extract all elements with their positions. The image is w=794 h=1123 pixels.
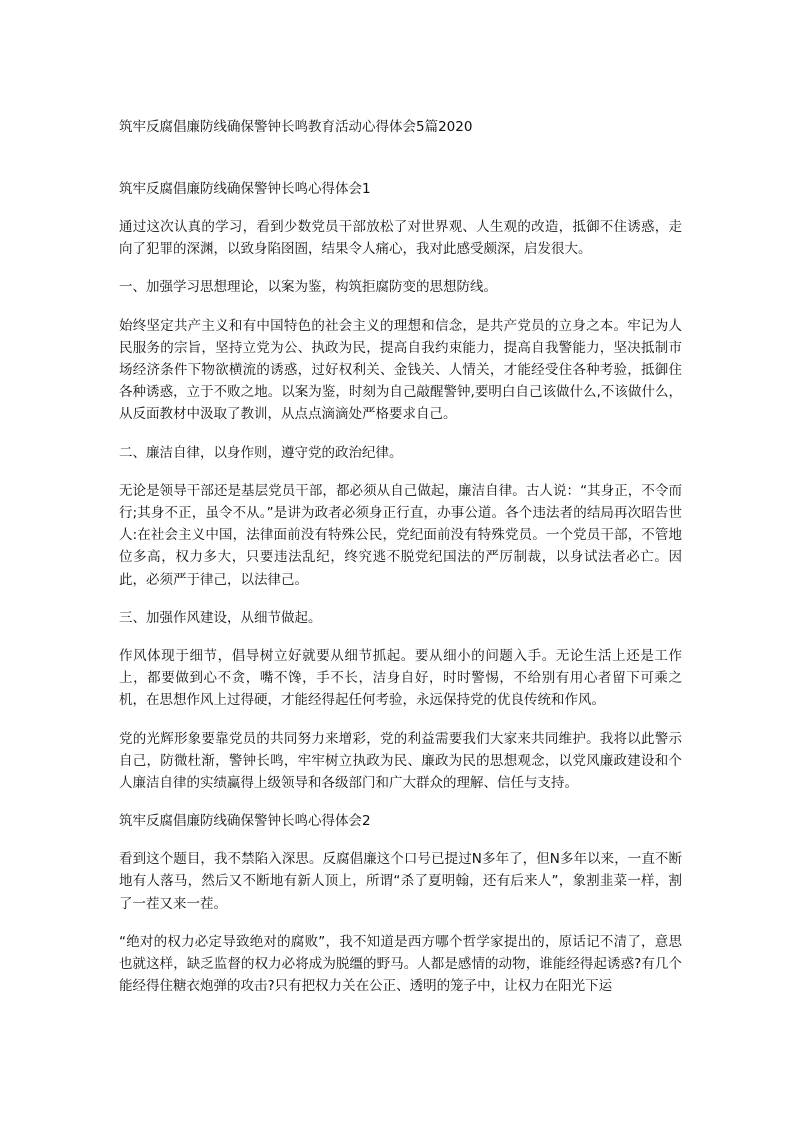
paragraph: 始终坚定共产主义和有中国特色的社会主义的理想和信念，是共产党员的立身之本。牢记为人民服务的宗旨，坚持立党为公、执政为民，提高自我约束能力，提高自我警能力，坚决抵制市场经济条件下物欲横流的诱惑，过好权利关、金钱关、人情关，才能经受住各种考验，抵御住各种诱惑，立于不败之地。以案为鉴，时刻为自己敲醒警钟,要明白自己该做什么,不该做什么，从反面教材中汲取了教训，从点点滴滴处严格要求自己。: [119, 317, 682, 423]
paragraph: 通过这次认真的学习，看到少数党员干部放松了对世界观、人生观的改造，抵御不住诱惑，走向了犯罪的深渊，以致身陷囹圄，结果令人痛心，我对此感受颇深，启发很大。: [119, 219, 682, 258]
paragraph: “绝对的权力必定导致绝对的腐败”，我不知道是西方哪个哲学家提出的，原话记不清了，意思也就这样，缺乏监督的权力必将成为脱缰的野马。人都是感情的动物，谁能经得起诱惑?有几个能经得住糖衣炮弹的攻击?只有把权力关在公正、透明的笼子中，让权力在阳光下运: [119, 933, 682, 995]
subheading: 三、加强作风建设，从细节做起。: [119, 609, 322, 626]
document-body: [119, 116, 682, 1013]
paragraph: 作风体现于细节，倡导树立好就要从细节抓起。要从细小的问题入手。无论生活上还是工作上，都要做到心不贪，嘴不馋，手不长，洁身自好，时时警惕，不给别有用心者留下可乘之机，在思想作风上过得硬，才能经得起任何考验，永远保持党的优良传统和作风。: [119, 648, 682, 709]
section-title-2: 筑牢反腐倡廉防线确保警钟长鸣心得体会2: [119, 813, 371, 830]
subheading: 一、加强学习思想理论，以案为鉴，构筑拒腐防变的思想防线。: [119, 279, 497, 296]
paragraph: 看到这个题目，我不禁陷入深思。反腐倡廉这个口号已提过N多年了，但N多年以来，一直不断地有人落马，然后又不断地有新人顶上，所谓“杀了夏明翰，还有后来人”，象割韭菜一样，割了一茬又来一茬。: [119, 851, 682, 912]
subheading: 二、廉洁自律，以身作则，遵守党的政治纪律。: [119, 444, 403, 461]
section-title-1: 筑牢反腐倡廉防线确保警钟长鸣心得体会1: [119, 181, 371, 197]
paragraph: 党的光辉形象要靠党员的共同努力来增彩，党的利益需要我们大家来共同维护。我将以此警示自己，防微杜渐，警钟长鸣，牢牢树立执政为民、廉政为民的思想观念，以党风廉政建设和个人廉洁自律的实绩赢得上级领导和各级部门和广大群众的理解、信任与支持。: [119, 730, 682, 792]
paragraph: 无论是领导干部还是基层党员干部，都必须从自己做起，廉洁自律。古人说：“其身正，不令而行;其身不正，虽令不从。”是讲为政者必须身正行直，办事公道。各个违法者的结局再次昭告世人:在社会主义中国，法律面前没有特殊公民，党纪面前没有特殊党员。一个党员干部，不管地位多高，权力多大，只要违法乱纪，终究逃不脱党纪国法的严厉制裁，以身试法者必亡。因此，必须严于律己，以法律己。: [119, 482, 682, 588]
document-title: 筑牢反腐倡廉防线确保警钟长鸣教育活动心得体会5篇2020: [119, 119, 473, 135]
